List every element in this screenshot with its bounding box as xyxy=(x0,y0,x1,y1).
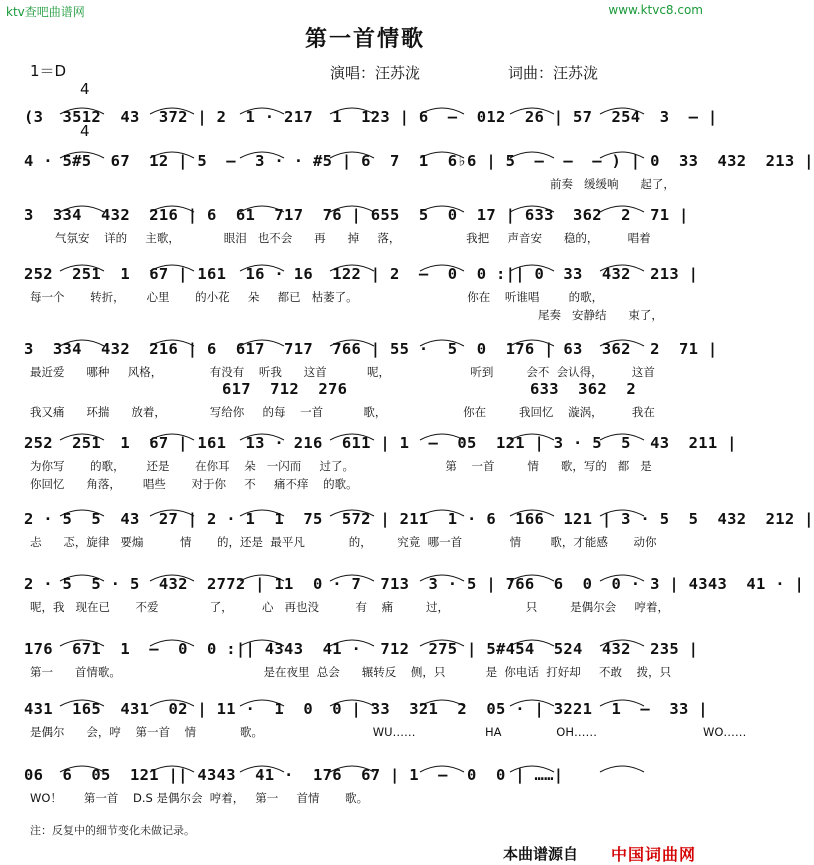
slur-mark xyxy=(150,206,194,212)
lyric-line: WO！ 第一首 D.S 是偶尔会 哼着， 第一 首情 歌。 xyxy=(30,791,369,805)
slur-mark xyxy=(600,434,644,440)
slur-mark xyxy=(510,434,554,440)
slur-mark xyxy=(150,265,194,271)
slur-mark xyxy=(330,108,374,114)
slur-mark xyxy=(240,152,284,158)
time-sig-bottom: 4 xyxy=(80,122,90,140)
slur-mark xyxy=(240,766,284,772)
slur-mark xyxy=(60,640,104,646)
notation-row: 252 251 1 67 | 161 13 · 216 611 | 1 – 05 121 | 3 · 5 5 43 211 | xyxy=(24,434,737,452)
slur-mark xyxy=(330,510,374,516)
slur-mark xyxy=(240,510,284,516)
composer-credit: 词曲：汪苏泷 xyxy=(508,64,599,82)
slur-arcs xyxy=(0,330,711,350)
slur-mark xyxy=(330,700,374,706)
slur-mark xyxy=(240,700,284,706)
slur-mark xyxy=(330,152,374,158)
slur-mark xyxy=(150,640,194,646)
watermark-left: ktv查吧曲谱网 xyxy=(6,5,85,19)
slur-mark xyxy=(60,152,104,158)
slur-mark xyxy=(420,575,464,581)
slur-mark xyxy=(600,510,644,516)
notation-row: 06 6 05 121 || 4343 41 · 176 67 | 1 – 0 0 | ……| xyxy=(24,766,564,784)
lyric-line: 你回忆 角落， 唱些 对于你 不 痛不痒 的歌。 xyxy=(30,477,358,491)
lyric-line: 最近爱 哪种 风格， 有没有 听我 这首 呢， 听到 会不 会认得， 这首 xyxy=(30,365,655,379)
slur-mark xyxy=(150,340,194,346)
slur-mark xyxy=(420,206,464,212)
slur-arcs xyxy=(0,756,711,776)
slur-mark xyxy=(240,575,284,581)
slur-mark xyxy=(420,700,464,706)
slur-mark xyxy=(600,766,644,772)
slur-arcs xyxy=(0,424,711,444)
notation-row: 2 · 5 5 · 5 432 2772 | 11 0 · 7 713 3 · 5 | 766 6 0 0 · 3 | 4343 41 · | xyxy=(24,575,805,593)
slur-mark xyxy=(330,340,374,346)
slur-mark xyxy=(600,152,644,158)
slur-mark xyxy=(600,206,644,212)
slur-arcs xyxy=(0,630,711,650)
lyric-line: 气氛安 详的 主歌， 眼泪 也不会 再 掉 落， 我把 声音安 稳的， 唱着 xyxy=(55,231,651,245)
slur-mark xyxy=(150,766,194,772)
slur-arcs xyxy=(0,196,711,216)
notation-row: 431 165 431 02 | 11 · 1 0 0 | 33 321 2 05 · | 3221 1 – 33 | xyxy=(24,700,708,718)
slur-mark xyxy=(510,108,554,114)
slur-mark xyxy=(420,108,464,114)
notation-row: 2 · 5 5 43 27 | 2 · 1 1 75 572 | 211 1 · 6 166 121 | 3 · 5 5 432 212 | xyxy=(24,510,814,528)
slur-mark xyxy=(60,265,104,271)
lyric-line: 我又痛 环揣 放着， 写给你 的每 一首 歌， 你在 我回忆 漩涡， 我在 xyxy=(30,405,655,419)
slur-mark xyxy=(60,434,104,440)
slur-mark xyxy=(420,434,464,440)
slur-mark xyxy=(420,340,464,346)
slur-mark xyxy=(600,700,644,706)
key-signature: 1＝D xyxy=(30,62,67,80)
slur-mark xyxy=(600,108,644,114)
lyric-line: 尾奏 安静结 束了， xyxy=(538,308,663,322)
slur-mark xyxy=(150,434,194,440)
slur-mark xyxy=(420,265,464,271)
notation-row: 252 251 1 67 | 161 16 · 16 122 | 2 – 0 0 :|| 0 33 432 213 | xyxy=(24,265,699,283)
slur-mark xyxy=(420,510,464,516)
lyric-line: 为你写 的歌， 还是 在你耳 朵 一闪而 过了。 第 一首 情 歌，写的 都 是 xyxy=(30,459,652,473)
lyric-line: 每一个 转折， 心里 的小花 朵 都已 枯萎了。 你在 听谁唱 的歌， xyxy=(30,290,604,304)
lyric-line: 呢，我 现在已 不爱 了， 心 再也没 有 痛 过， 只 是偶尔会 哼着， xyxy=(30,600,669,614)
slur-mark xyxy=(600,640,644,646)
slur-mark xyxy=(510,206,554,212)
footer-source-label: 本曲谱源自 xyxy=(503,845,579,863)
slur-mark xyxy=(150,152,194,158)
footnote: 注：反复中的细节变化未做记录。 xyxy=(30,824,195,837)
alt-notation: 633 362 2 xyxy=(530,380,636,398)
slur-mark xyxy=(150,575,194,581)
footer-site-name: 中国词曲网 xyxy=(611,845,697,864)
slur-mark xyxy=(150,700,194,706)
slur-arcs xyxy=(0,255,711,275)
slur-arcs xyxy=(0,142,711,162)
singer-credit: 演唱：汪苏泷 xyxy=(330,64,421,82)
slur-arcs xyxy=(0,98,711,118)
slur-mark xyxy=(240,640,284,646)
slur-mark xyxy=(510,766,554,772)
notation-row: 176 671 1 – 0 0 :|| 4343 41 · 712 275 | 5#454 524 432 235 | xyxy=(24,640,699,658)
slur-mark xyxy=(510,700,554,706)
slur-mark xyxy=(60,700,104,706)
slur-mark xyxy=(600,265,644,271)
slur-mark xyxy=(600,575,644,581)
slur-arcs xyxy=(0,565,711,585)
lyric-line: 是偶尔 会，哼 第一首 情 歌。 WU…… HA OH…… WO…… xyxy=(30,725,747,739)
lyric-line: 前奏 缓缓响 起了， xyxy=(550,177,675,191)
page-title: 第一首情歌 xyxy=(305,27,426,52)
slur-mark xyxy=(420,152,464,158)
slur-mark xyxy=(150,108,194,114)
notation-row: (3 3512 43 372 | 2 1 · 217 1 123 | 6 – 012 26 | 57 254 3 – | xyxy=(24,108,718,126)
slur-mark xyxy=(330,640,374,646)
slur-mark xyxy=(510,340,554,346)
slur-mark xyxy=(420,766,464,772)
alt-notation: 617 712 276 xyxy=(222,380,348,398)
slur-mark xyxy=(240,108,284,114)
slur-arcs xyxy=(0,500,711,520)
slur-mark xyxy=(510,265,554,271)
slur-mark xyxy=(510,640,554,646)
notation-row: 4 · 5#5 67 12 | 5 – 3 · · #5 | 6 7 1 6♭6 | 5 – – – ) | 0 33 432 213 | xyxy=(24,152,814,170)
slur-mark xyxy=(600,340,644,346)
notation-row: 3 334 432 216 | 6 61 717 76 | 655 5 0 17 | 633 362 2 71 | xyxy=(24,206,689,224)
slur-mark xyxy=(330,766,374,772)
time-sig-top: 4 xyxy=(80,80,90,98)
slur-mark xyxy=(330,265,374,271)
slur-mark xyxy=(240,265,284,271)
slur-mark xyxy=(330,206,374,212)
slur-mark xyxy=(240,434,284,440)
slur-mark xyxy=(60,206,104,212)
slur-mark xyxy=(150,510,194,516)
watermark-right: www.ktvc8.com xyxy=(608,3,703,17)
slur-mark xyxy=(60,575,104,581)
slur-mark xyxy=(60,510,104,516)
slur-mark xyxy=(510,575,554,581)
slur-mark xyxy=(330,434,374,440)
slur-mark xyxy=(60,766,104,772)
slur-mark xyxy=(60,340,104,346)
slur-mark xyxy=(510,152,554,158)
lyric-line: 第一 首情歌。 是在夜里 总会 辗转反 侧，只 是 你电话 打好却 不敢 拨，只 xyxy=(30,665,672,679)
slur-arcs xyxy=(0,690,711,710)
slur-mark xyxy=(240,206,284,212)
lyric-line: 忐 忑，旋律 要煽 情 的，还是 最平凡 的， 究竟 哪一首 情 歌，才能感 动你 xyxy=(30,535,657,549)
slur-mark xyxy=(330,575,374,581)
slur-mark xyxy=(60,108,104,114)
slur-mark xyxy=(510,510,554,516)
slur-mark xyxy=(420,640,464,646)
slur-mark xyxy=(240,340,284,346)
notation-row: 3 334 432 216 | 6 617 717 766 | 55 · 5 0 176 | 63 362 2 71 | xyxy=(24,340,718,358)
